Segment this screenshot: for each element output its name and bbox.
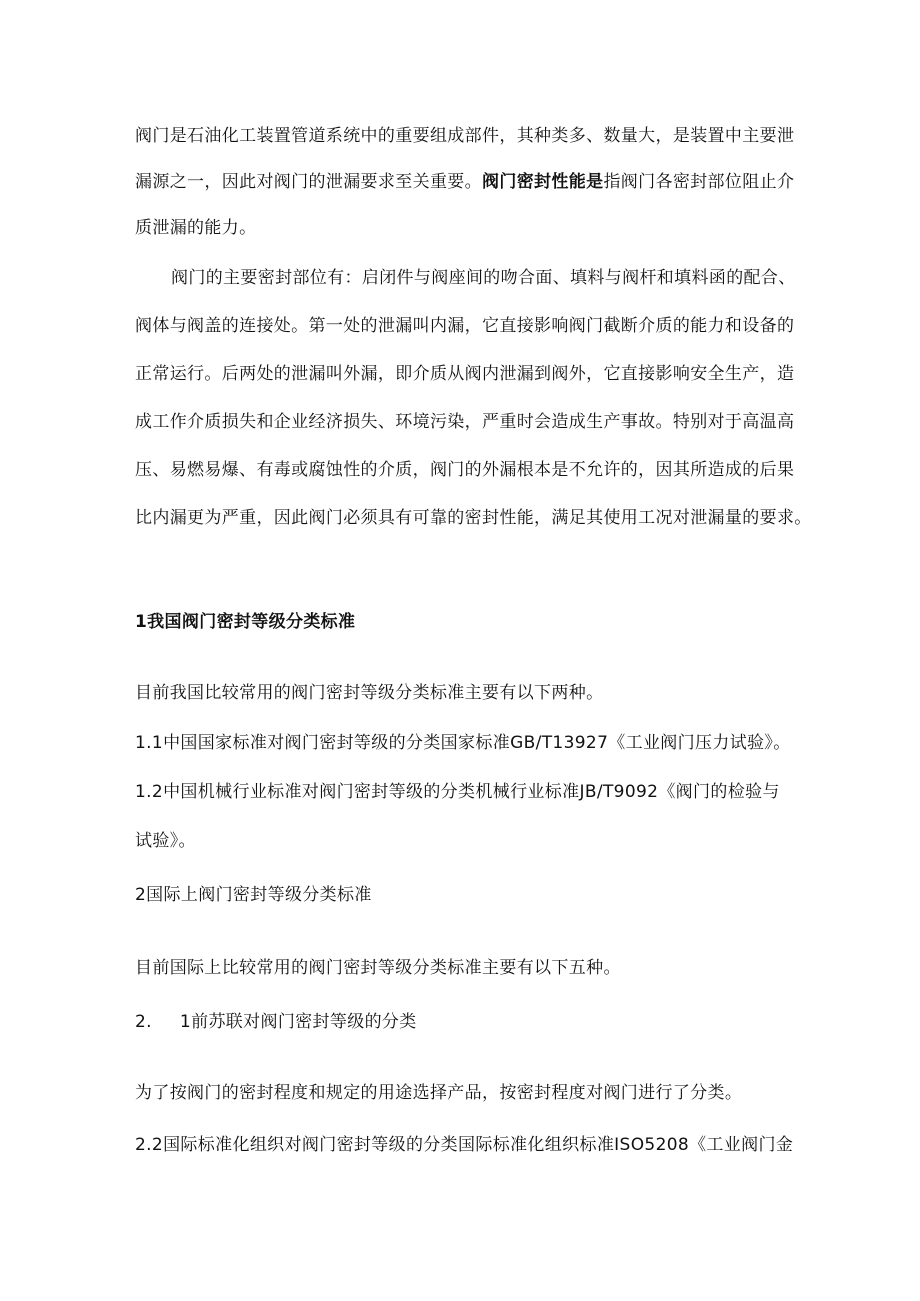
section-2-1-heading	[135, 1010, 417, 1034]
section-2-1-title: 1前苏联对阀门密封等级的分类	[179, 1012, 417, 1032]
paragraph-1-line-3: 质泄漏的能力。	[135, 218, 257, 238]
section-2-1-body: 为了按阀门的密封程度和规定的用途选择产品，按密封程度对阀门进行了分类。	[135, 1083, 743, 1103]
paragraph-2-line-1: 阀门的主要密封部位有：启闭件与阀座间的吻合面、填料与阀杆和填料函的配合、	[171, 268, 796, 288]
paragraph-2-line-3: 正常运行。后两处的泄漏叫外漏，即介质从阀内泄漏到阀外，它直接影响安全生产，造	[135, 364, 795, 384]
paragraph-2-line-6: 比内漏更为严重，因此阀门必须具有可靠的密封性能，满足其使用工况对泄漏量的要求。	[135, 508, 812, 528]
paragraph-2-line-2: 阀体与阀盖的连接处。第一处的泄漏叫内漏，它直接影响阀门截断介质的能力和设备的	[135, 316, 795, 336]
paragraph-1-line-1: 阀门是石油化工装置管道系统中的重要组成部件，其种类多、数量大，是装置中主要泄	[135, 126, 795, 146]
section-1-intro: 目前我国比较常用的阀门密封等级分类标准主要有以下两种。	[135, 683, 604, 703]
section-1-2-line-1: 1.2中国机械行业标准对阀门密封等级的分类机械行业标准JB/T9092《阀门的检验与	[135, 782, 780, 802]
paragraph-1-text: 漏源之一，因此对阀门的泄漏要求至关重要。	[135, 172, 482, 192]
section-heading-1: 1我国阀门密封等级分类标准	[135, 612, 356, 632]
section-heading-2: 2国际上阀门密封等级分类标准	[135, 885, 372, 905]
section-1-1: 1.1中国国家标准对阀门密封等级的分类国家标准GB/T13927《工业阀门压力试验》。	[135, 733, 791, 753]
section-2-1-number: 2.	[135, 1012, 152, 1032]
section-2-intro: 目前国际上比较常用的阀门密封等级分类标准主要有以下五种。	[135, 958, 621, 978]
paragraph-1-line-2	[135, 170, 794, 194]
paragraph-2-line-4: 成工作介质损失和企业经济损失、环境污染，严重时会造成生产事故。特别对于高温高	[135, 412, 795, 432]
paragraph-2-line-5: 压、易燃易爆、有毒或腐蚀性的介质，阀门的外漏根本是不允许的，因其所造成的后果	[135, 460, 795, 480]
section-1-2-line-2: 试验》。	[135, 831, 196, 851]
paragraph-1-text-cont: 指阀门各密封部位阻止介	[603, 172, 795, 192]
bold-term: 阀门密封性能是	[482, 172, 604, 192]
section-2-2: 2.2国际标准化组织对阀门密封等级的分类国际标准化组织标准ISO5208《工业阀门金	[135, 1135, 794, 1155]
